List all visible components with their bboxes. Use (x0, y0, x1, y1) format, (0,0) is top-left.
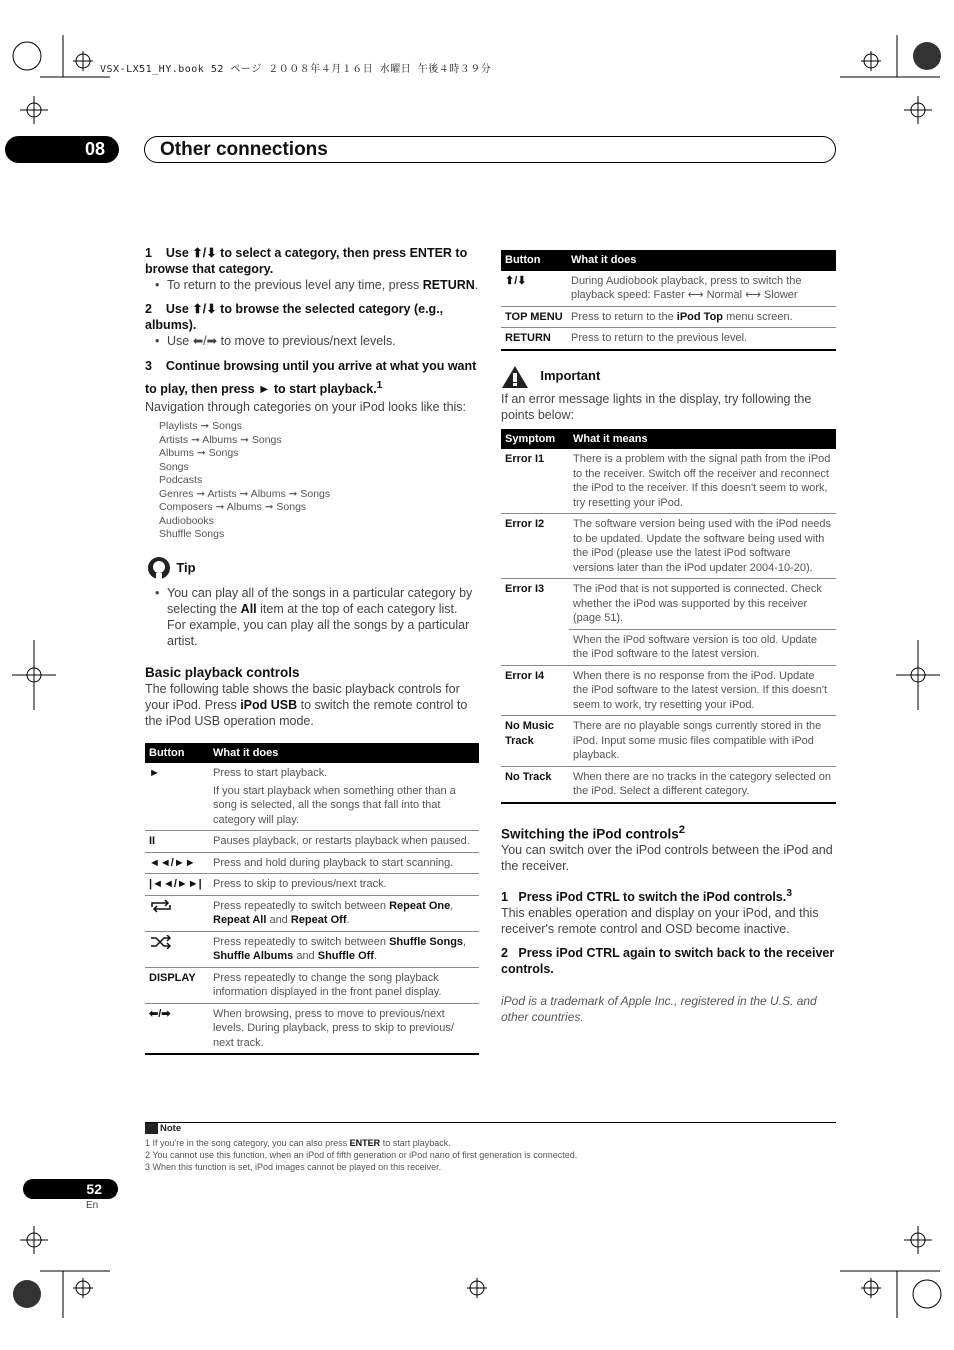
important-body: If an error message lights in the display, try following the points below: (501, 391, 812, 422)
nav-item: Artists ➞ Albums ➞ Songs (159, 433, 282, 446)
step-3-body: Navigation through categories on your iPod looks like this: (145, 400, 467, 415)
table-row: Press repeatedly to switch between Shuffle Songs, Shuffle Albums and Shuffle Off. (145, 931, 479, 967)
right-column (501, 250, 836, 1025)
playback-controls-table: Button What it does ► Press to start playback. If you start playback when something other than a song is selected, all the songs that fall into that category will play. II Pauses playback, or restarts playback when paused. ◄◄/►► Press and hold during playback to start scanning. |◄◄/►►| Press to skip to previous/next track. Press repeatedly to switch between Repeat One, Repeat All and Repeat Off. Press repeatedly to switch between Shuffle Songs, Shuffle Albums and Shuffle Off. DISPLAY Press repeatedly to change the song playback information displayed in the front panel display. ⬅/➡ When browsing, press to move to previous/next levels. During playback, press to skip to previous/ next track. (145, 743, 479, 1056)
nav-item: Podcasts (159, 474, 203, 487)
table-row: DISPLAY Press repeatedly to change the song playback information displayed in the front panel display. (145, 967, 479, 1003)
page-language: En (86, 1200, 99, 1211)
nav-item: Playlists ➞ Songs (159, 420, 242, 433)
page-number: 52 (23, 1179, 118, 1199)
nav-item: Albums ➞ Songs (159, 447, 239, 460)
important-heading: Important (501, 365, 836, 389)
note-pencil-icon (145, 1123, 158, 1134)
step-1-bullet: • To return to the previous level any time, press RETURN. (145, 277, 479, 293)
table-row: Error I3 The iPod that is not supported is connected. Check whether the iPod was supported by this receiver (page 51). (501, 579, 836, 630)
table-row: No Track When there are no tracks in the category selected on the iPod. Select a different category. (501, 766, 836, 803)
footnotes (145, 1137, 577, 1173)
registration-starburst-bottom-right (913, 1280, 941, 1308)
registration-disc-bottom-left (13, 1280, 41, 1308)
table-row: No Music Track There are no playable songs currently stored in the iPod. Input some music files compatible with iPod playback. (501, 716, 836, 767)
table-row: Press repeatedly to switch between Repeat One, Repeat All and Repeat Off. (145, 895, 479, 931)
crosshair-mark (20, 96, 48, 124)
crosshair-mark (73, 1278, 93, 1298)
chapter-title-box (144, 136, 836, 163)
switch-heading: Switching the iPod controls$^2$ (501, 823, 686, 841)
step-2: 2 Use ⬆/⬇ to browse the selected category (e.g., albums). (145, 302, 444, 332)
chapter-title: Other connections (160, 139, 328, 160)
note-heading: Note (145, 1123, 181, 1134)
table-row: ◄◄/►► Press and hold during playback to start scanning. (145, 852, 479, 874)
nav-list (159, 420, 479, 542)
table-row: Error I4 When there is no response from the iPod. Update the iPod software to the latest version. If this doesn't seem to work, try resetting your iPod. (501, 665, 836, 716)
footnote-2: 2 You cannot use this function, when an iPod of fifth generation or iPod nano of first generation is connected. (145, 1150, 578, 1160)
print-header: VSX-LX51_HY.book 52 ページ ２００８年４月１６日 水曜日 午後４時３９分 (100, 64, 492, 75)
shuffle-icon (149, 935, 173, 949)
switch-step-2: 2 Press iPod CTRL again to switch back to the receiver controls. (501, 946, 835, 977)
step-3: 3 Continue browsing until you arrive at what you want to play, then press ► to start playback.$^1$ (145, 359, 477, 397)
crosshair-mark (904, 1226, 932, 1254)
nav-item: Audiobooks (159, 514, 214, 527)
nav-item: Shuffle Songs (159, 528, 225, 541)
table-row: ⬆/⬇ During Audiobook playback, press to switch the playback speed: Faster ⟷ Normal ⟷ Slower (501, 271, 836, 307)
crosshair-mark (904, 96, 932, 124)
table-row: |◄◄/►►| Press to skip to previous/next track. (145, 874, 479, 896)
error-table: Symptom What it means Error I1 There is a problem with the signal path from the iPod to the receiver. Switch off the receiver and reconnect the iPod to the receiver. If this doesn't seem to work, try resetting your iPod. Error I2 The software version being used with the iPod needs to be updated. Update the software being used with the iPod (please use the latest iPod software versions later than the iPod updater 2004-10-20). Error I3 The iPod that is not supported is connected. Check whether the iPod was supported by this receiver (page 51). When the iPod software version is too old. Update the iPod software to the latest version. Error I4 When there is no response from the iPod. Update the iPod software to the latest version. If this doesn't seem to work, try resetting your iPod. No Music Track There are no playable songs currently stored in the iPod. Input some music files compatible with iPod playback. No Track When there are no tracks in the category selected on the iPod. Select a different category. (501, 429, 836, 804)
tip-heading: Tip (145, 556, 479, 582)
crosshair-mark (861, 51, 881, 71)
table-row: When the iPod software version is too old. Update the iPod software to the latest version. (501, 629, 836, 665)
table-row: Error I2 The software version being used with the iPod needs to be updated. Update the software being used with the iPod (please use the latest iPod software versions later than the iPod updater 2004-10-20). (501, 514, 836, 579)
play-icon: ► (258, 382, 271, 397)
step-2-bullet: • Use ⬅/➡ to move to previous/next levels. (145, 333, 479, 349)
table-row: ⬅/➡ When browsing, press to move to previous/next levels. During playback, press to skip to previous/ next track. (145, 1003, 479, 1054)
switch-step-1-body: This enables operation and display on your iPod, and this receiver's remote control and OSD become inactive. (501, 906, 819, 937)
nav-item: Songs (159, 460, 189, 473)
chapter-number: 08 (5, 136, 119, 163)
up-down-arrows-icon: ⬆/⬇ (192, 302, 217, 316)
registration-starburst-top-left (13, 42, 41, 70)
crosshair-mark (73, 51, 93, 71)
registration-disc-top-right (913, 42, 941, 70)
repeat-icon (149, 899, 173, 913)
step-1: 1 Use ⬆/⬇ to select a category, then press ENTER to browse that category. (145, 246, 468, 276)
basic-body: The following table shows the basic playback controls for your iPod. Press iPod USB to switch the remote control to the iPod USB operation mode. (145, 681, 468, 728)
up-down-arrows-icon: ⬆/⬇ (192, 246, 217, 260)
left-column (145, 245, 479, 1055)
table-row: RETURN Press to return to the previous level. (501, 328, 836, 350)
crosshair-mark (896, 640, 940, 710)
basic-heading: Basic playback controls (145, 664, 300, 680)
table-row: ► Press to start playback. If you start playback when something other than a song is selected, all the songs that fall into that category will play. (145, 763, 479, 831)
lightbulb-icon (145, 556, 173, 582)
left-right-arrows-icon: ⬅/➡ (192, 334, 218, 348)
table-row: Error I1 There is a problem with the signal path from the iPod to the receiver. Switch off the receiver and reconnect the iPod to the receiver. If this doesn't seem to work, try resetting your iPod. (501, 449, 836, 514)
audiobook-controls-table: Button What it does ⬆/⬇ During Audiobook playback, press to switch the playback speed: Faster ⟷ Normal ⟷ Slower TOP MENU Press to return to the iPod Top menu screen. RETURN Press to return to the previous level. (501, 250, 836, 351)
crosshair-mark (12, 640, 56, 710)
crosshair-mark (20, 1226, 48, 1254)
note-divider (145, 1122, 836, 1123)
footnote-1: 1 If you're in the song category, you can also press ENTER to start playback. (145, 1138, 451, 1148)
nav-item: Genres ➞ Artists ➞ Albums ➞ Songs (159, 487, 331, 500)
switch-body: You can switch over the iPod controls between the iPod and the receiver. (501, 843, 833, 873)
table-row: II Pauses playback, or restarts playback when paused. (145, 831, 479, 853)
switch-step-1: 1 Press iPod CTRL to switch the iPod controls.$^3$ (501, 888, 793, 905)
crosshair-mark (861, 1278, 881, 1298)
trademark-note: iPod is a trademark of Apple Inc., registered in the U.S. and other countries. (501, 994, 817, 1025)
tip-text: • You can play all of the songs in a particular category by selecting the All item at the top of each category list. For example, you can play all the songs by a particular artist. (145, 585, 479, 649)
crosshair-mark (467, 1278, 487, 1298)
table-row: TOP MENU Press to return to the iPod Top menu screen. (501, 306, 836, 328)
footnote-3: 3 When this function is set, iPod images cannot be played on this receiver. (145, 1162, 442, 1172)
warning-hand-icon (501, 365, 537, 389)
nav-item: Composers ➞ Albums ➞ Songs (159, 501, 307, 514)
